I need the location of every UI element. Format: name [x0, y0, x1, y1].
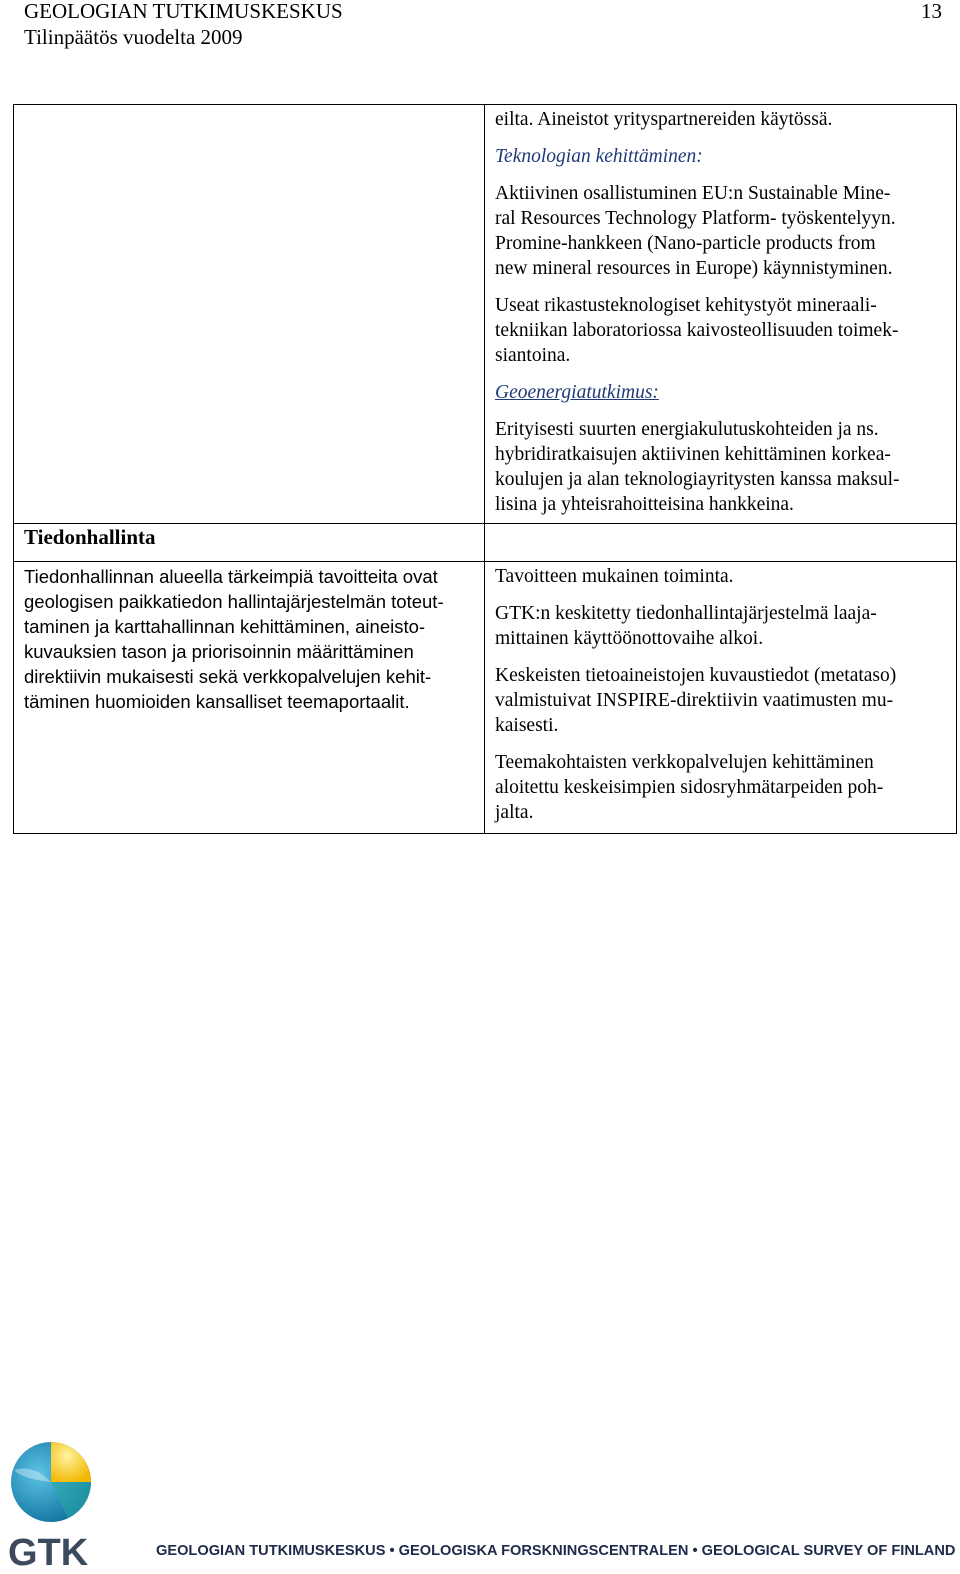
paragraph: Tavoitteen mukainen toiminta. [495, 566, 734, 587]
text-line: siantoina. [495, 345, 571, 366]
paragraph [495, 601, 946, 651]
text-line: jalta. [495, 802, 534, 823]
subheading-technology: Teknologian kehittäminen: [495, 146, 703, 167]
text-line: lisina ja yhteisrahoitteisina hankkeina. [495, 494, 794, 515]
footer-organization-names: GEOLOGIAN TUTKIMUSKESKUS • GEOLOGISKA FORSKNINGSCENTRALEN • GEOLOGICAL SURVEY OF FINLAND [156, 1543, 956, 1559]
text-line: Teemakohtaisten verkkopalvelujen kehittäminen [495, 752, 874, 773]
section-title: Tiedonhallinta [14, 524, 485, 562]
text-line: Keskeisten tietoaineistojen kuvaustiedot (metataso) [495, 665, 897, 686]
paragraph: eilta. Aineistot yrityspartnereiden käytössä. [495, 109, 833, 130]
text-line: GTK:n keskitetty tiedonhallintajärjestelmä laaja- [495, 603, 877, 624]
section-header-row [14, 524, 957, 562]
organization-name: GEOLOGIAN TUTKIMUSKESKUS [24, 0, 343, 23]
text-line: new mineral resources in Europe) käynnistyminen. [495, 258, 893, 279]
text-line: geologisen paikkatiedon hallintajärjestelmän toteut- [24, 591, 444, 612]
text-line: Tiedonhallinnan alueella tärkeimpiä tavoitteita ovat [24, 566, 438, 587]
paragraph [495, 293, 946, 368]
goals-table [13, 104, 957, 834]
gtk-wordmark [6, 1532, 96, 1572]
text-line: Promine-hankkeen (Nano-particle products from [495, 233, 876, 254]
empty-left-cell [14, 105, 485, 524]
text-line: aloitettu keskeisimpien sidosryhmätarpeiden poh- [495, 777, 884, 798]
text-line: kaisesti. [495, 715, 559, 736]
page-number: 13 [921, 0, 942, 23]
text-line: Erityisesti suurten energiakulutuskohteiden ja ns. [495, 419, 879, 440]
text-line: taminen ja karttahallinnan kehittäminen, aineisto- [24, 616, 426, 637]
text-line: Useat rikastusteknologiset kehitystyöt mineraali- [495, 295, 877, 316]
text-line: koulujen ja alan teknologiayritysten kanssa maksul- [495, 469, 900, 490]
table-row [14, 105, 957, 524]
text-line: direktiivin mukaisesti sekä verkkopalvelujen kehit- [24, 666, 432, 687]
logo-text: GTK [8, 1532, 89, 1572]
text-line: kuvauksien tason ja priorisoinnin määrittäminen [24, 641, 414, 662]
text-line: mittainen käyttöönottovaihe alkoi. [495, 628, 764, 649]
results-cell [485, 562, 957, 834]
gtk-logo [6, 1440, 96, 1572]
goals-cell [14, 562, 485, 834]
report-subtitle: Tilinpäätös vuodelta 2009 [24, 25, 243, 49]
text-line: tekniikan laboratoriossa kaivosteollisuuden toimek- [495, 320, 899, 341]
text-line: hybridiratkaisujen aktiivinen kehittäminen korkea- [495, 444, 891, 465]
empty-right-cell [485, 524, 957, 562]
text-line: ral Resources Technology Platform- työskentelyyn. [495, 208, 896, 229]
paragraph [495, 181, 946, 281]
text-line: valmistuivat INSPIRE-direktiivin vaatimusten mu- [495, 690, 894, 711]
paragraph [495, 417, 946, 517]
page-header [24, 0, 343, 50]
text-line: täminen huomioiden kansalliset teemaportaalit. [24, 691, 410, 712]
results-cell [485, 105, 957, 524]
text-line: Aktiivinen osallistuminen EU:n Sustainable Mine- [495, 183, 891, 204]
subheading-geoenergy: Geoenergiatutkimus: [495, 382, 659, 403]
table-row [14, 562, 957, 834]
paragraph [495, 750, 946, 825]
paragraph [495, 663, 946, 738]
